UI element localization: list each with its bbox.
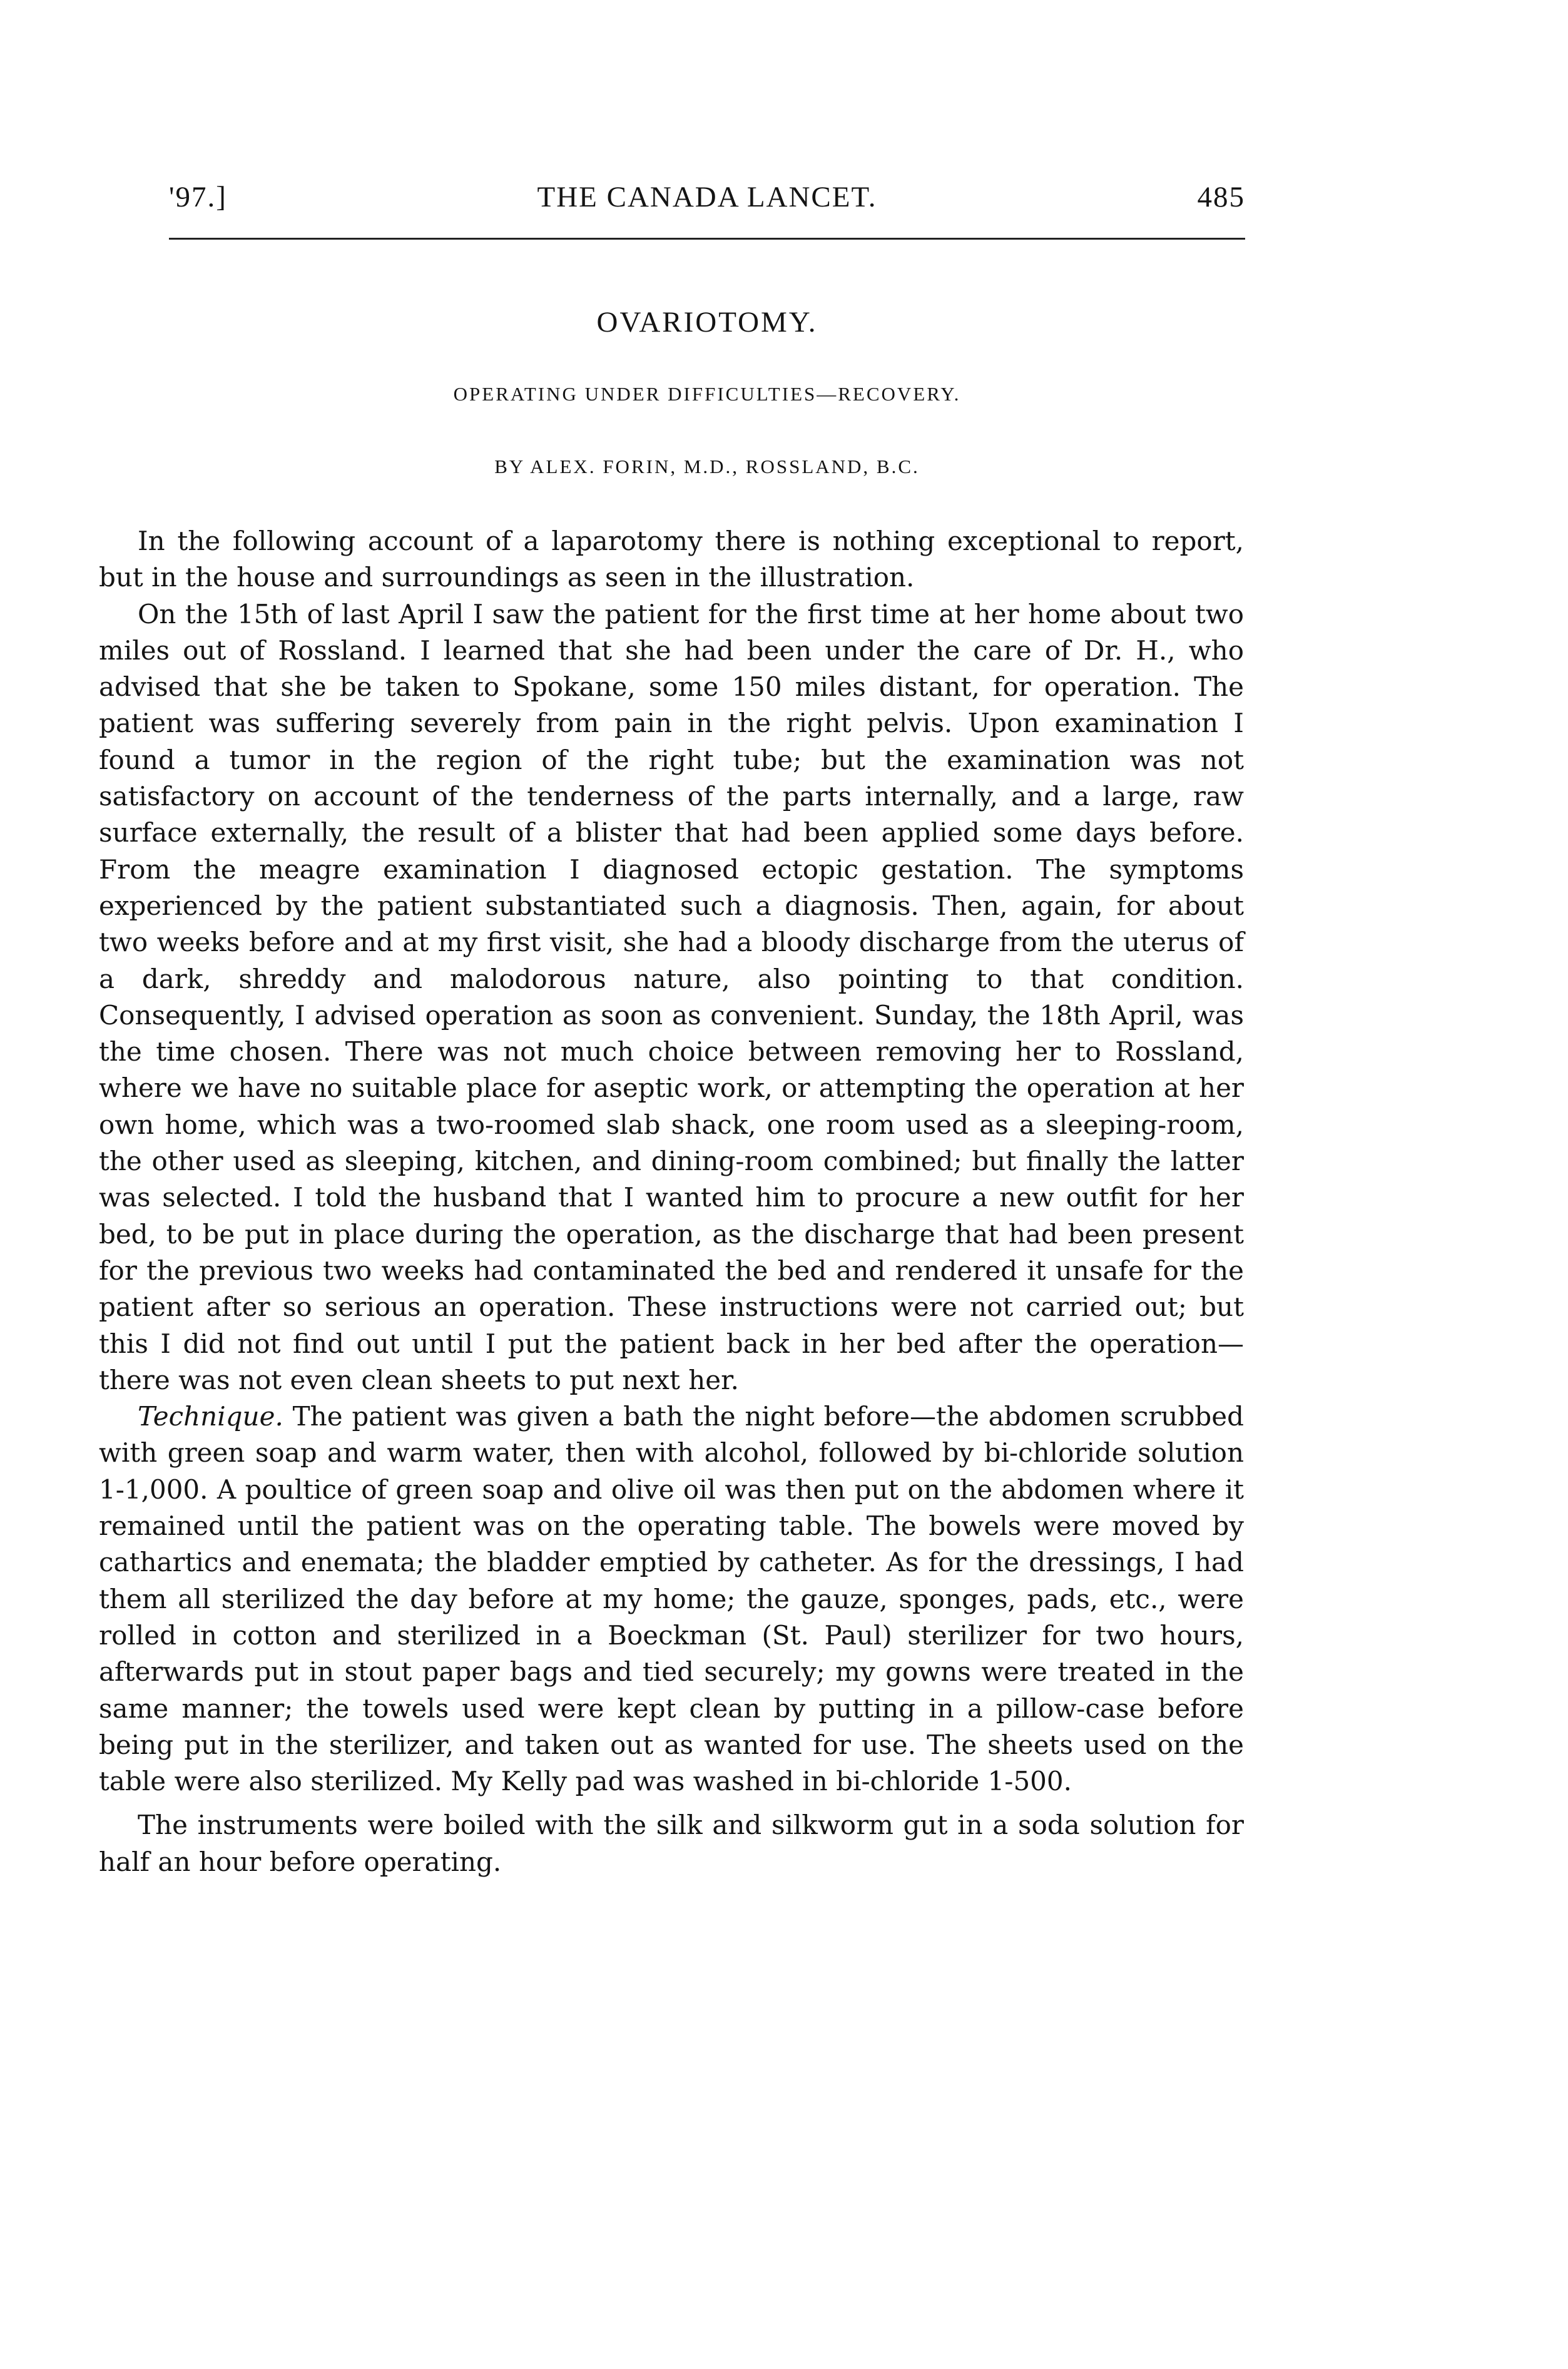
paragraph-case-history: On the 15th of last April I saw the patient for the first time at her home about two miles out of Rossland. I learned that she had been under the care of Dr. H., who advised that she be taken to Spokane, some 150 miles distant, for operation. The patient was suffering severely from pain in the right pelvis. Upon examination I found a tumor in the region of the right tube; but the examination was not satisfactory on account of the tenderness of the parts internally, and a large, raw surface externally, the result of a blister that had been applied some days before. From the meagre examination I diagnosed ectopic gestation. The symptoms experienced by the patient substantiated such a diagnosis. Then, again, for about two weeks before and at my first visit, she had a bloody discharge from the uterus of a dark, shreddy and malodorous nature, also pointing to that condition. Consequently, I advised operation as soon as convenient. Sunday, the 18th April, was the time chosen. There was not much choice between removing her to Rossland, where we have no suitable place for aseptic work, or attempting the operation at her own home, which was a two-roomed slab shack, one room used as a sleeping-room, the other used as sleeping, kitchen, and dining-room combined; but finally the latter was selected. I told the husband that I wanted him to procure a new outfit for her bed, to be put in place during the operation, as the discharge that had been present for the previous two weeks had contaminated the bed and rendered it unsafe for the patient after so serious an operation. These instructions were not carried out; but this I did not find out until I put the patient back in her bed after the operation—there was not even clean sheets to put next her. xyxy=(99,598,1244,1395)
header-rule xyxy=(169,238,1245,240)
article-byline: BY ALEX. FORIN, M.D., ROSSLAND, B.C. xyxy=(494,456,920,477)
page-number: 485 xyxy=(1197,181,1245,213)
technique-text: The patient was given a bath the night before—the abdomen scrubbed with green soap and warm water, then with alcohol, followed by bi-chloride solution 1-1,000. A poultice of green soap and olive oil was then put on the abdomen where it remained until the patient was on the operating table. The bowels were moved by cathartics and enemata; the bladder emptied by catheter. As for the dressings, I had them all sterilized the day before at my home; the gauze, sponges, pads, etc., were rolled in cotton and sterilized in a Boeckman (St. Paul) sterilizer for two hours, afterwards put in stout paper bags and tied securely; my gowns were treated in the same manner; the towels used were kept clean by putting in a pillow-case before being put in the sterilizer, and taken out as wanted for use. The sheets used on the table were also sterilized. My Kelly pad was washed in bi-chloride 1-500. xyxy=(99,1401,1244,1797)
article-subtitle: OPERATING UNDER DIFFICULTIES—RECOVERY. xyxy=(453,383,961,405)
paragraph-intro: In the following account of a laparotomy there is nothing exceptional to report, but in the house and surroundings as seen in the illustration. xyxy=(99,526,1244,593)
journal-title: THE CANADA LANCET. xyxy=(537,181,877,213)
paragraph-technique xyxy=(99,1398,1244,1800)
running-head xyxy=(169,180,1245,224)
technique-label: Technique. xyxy=(138,1401,283,1432)
article-body xyxy=(99,523,1244,1880)
volume-year: '97.] xyxy=(169,181,227,213)
paragraph-instruments: The instruments were boiled with the silk and silkworm gut in a soda solution for half an hour before operating. xyxy=(99,1810,1244,1877)
article-title: OVARIOTOMY. xyxy=(596,306,818,339)
